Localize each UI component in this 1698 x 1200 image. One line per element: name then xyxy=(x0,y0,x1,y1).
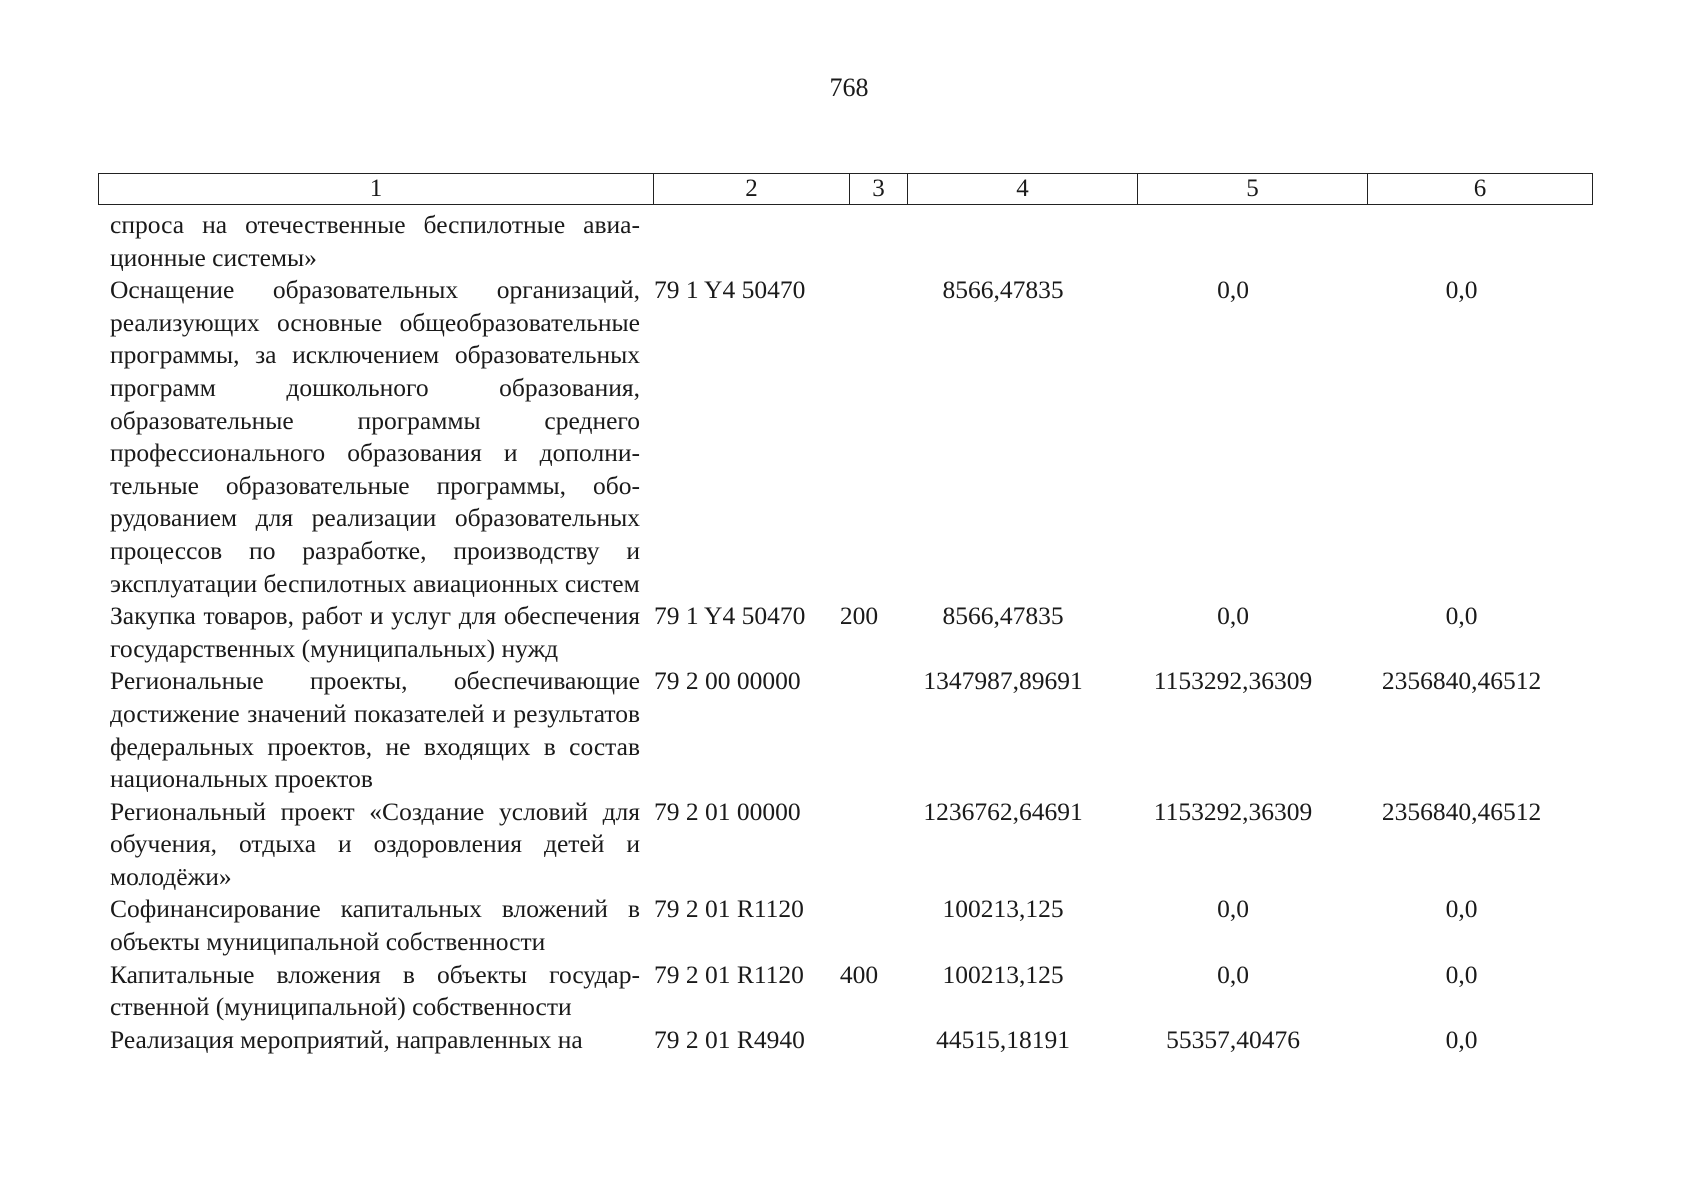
row-name: Реализация мероприятий, направленных на xyxy=(110,1024,583,1054)
table-row xyxy=(98,665,1592,795)
row-name: Капитальные вложения в объекты государственной (муниципальной) собственности xyxy=(110,959,640,1022)
row-value-col4: 8566,47835 xyxy=(942,601,1064,631)
row-value-col4: 1347987,89691 xyxy=(923,666,1083,696)
row-value-col6: 0,0 xyxy=(1445,1024,1478,1054)
row-name: Софинансирование капитальных вложений в объекты муниципальной собственности xyxy=(110,894,640,957)
row-value-col5: 55357,40476 xyxy=(1166,1024,1300,1054)
row-value-col5: 0,0 xyxy=(1217,894,1249,924)
row-value-col6: 0,0 xyxy=(1445,959,1478,989)
row-value-col4: 100213,125 xyxy=(942,959,1064,989)
table-row xyxy=(98,893,1592,958)
table-row xyxy=(98,959,1592,1024)
column-header-6: 6 xyxy=(1368,174,1593,205)
row-name: Региональные проекты, обеспечивающие достижение значений показателей и результатов федеральных проектов, не входящих в состав национальных проектов xyxy=(110,666,640,794)
row-value-col4: 44515,18191 xyxy=(936,1024,1070,1054)
row-value-col5: 1153292,36309 xyxy=(1153,666,1313,696)
row-value-col5: 0,0 xyxy=(1217,959,1249,989)
table-row xyxy=(98,600,1592,665)
column-header-5: 5 xyxy=(1138,174,1368,205)
row-name: Закупка товаров, работ и услуг для обеспечения государственных (муниципальных) нужд xyxy=(110,601,640,663)
column-header-row xyxy=(99,174,1593,205)
row-value-col5: 1153292,36309 xyxy=(1153,796,1313,826)
row-name: спроса на отечественные беспилотные авиационные системы» xyxy=(110,210,640,272)
table-row xyxy=(98,1024,1592,1057)
column-header-4: 4 xyxy=(908,174,1138,205)
row-expense-type: 400 xyxy=(839,959,879,989)
row-code: 79 2 01 R1120 xyxy=(654,959,804,989)
row-name: Оснащение образовательных организаций, реализующих основные общеобразовательные программы, за исключением образовательных программ дошкольного образования, образовательные программы среднего профессионального образования и дополнительные образовательные программы, оборудованием для реализации образовательных процессов по разработке, производству и эксплуатации беспилотных авиационных систем xyxy=(110,275,640,598)
table-row xyxy=(98,796,1592,894)
row-value-col4: 1236762,64691 xyxy=(923,796,1083,826)
row-code: 79 2 01 R1120 xyxy=(654,894,804,924)
table-row xyxy=(98,274,1592,600)
row-value-col6: 2356840,46512 xyxy=(1381,796,1542,826)
column-header-2: 2 xyxy=(654,174,850,205)
row-value-col5: 0,0 xyxy=(1217,275,1249,305)
row-value-col4: 100213,125 xyxy=(942,894,1064,924)
row-code: 79 1 Y4 50470 xyxy=(654,601,806,631)
row-name: Региональный проект «Создание условий для обучения, отдыха и оздоровления детей и молодёжи» xyxy=(110,796,640,891)
row-value-col5: 0,0 xyxy=(1217,601,1249,631)
page-number: 768 xyxy=(829,73,869,102)
row-code: 79 2 01 00000 xyxy=(654,796,801,826)
row-value-col6: 0,0 xyxy=(1445,601,1478,631)
row-value-col4: 8566,47835 xyxy=(942,275,1064,305)
column-header-1: 1 xyxy=(99,174,654,205)
row-value-col6: 0,0 xyxy=(1445,894,1478,924)
row-code: 79 1 Y4 50470 xyxy=(654,275,806,305)
row-value-col6: 0,0 xyxy=(1445,275,1478,305)
row-expense-type: 200 xyxy=(839,601,879,631)
table-row xyxy=(98,209,1592,274)
budget-table-body xyxy=(98,209,1592,1056)
row-code: 79 2 01 R4940 xyxy=(654,1024,805,1054)
row-value-col6: 2356840,46512 xyxy=(1381,666,1542,696)
row-code: 79 2 00 00000 xyxy=(654,666,801,696)
column-header-3: 3 xyxy=(850,174,908,205)
column-header-table xyxy=(98,173,1593,205)
